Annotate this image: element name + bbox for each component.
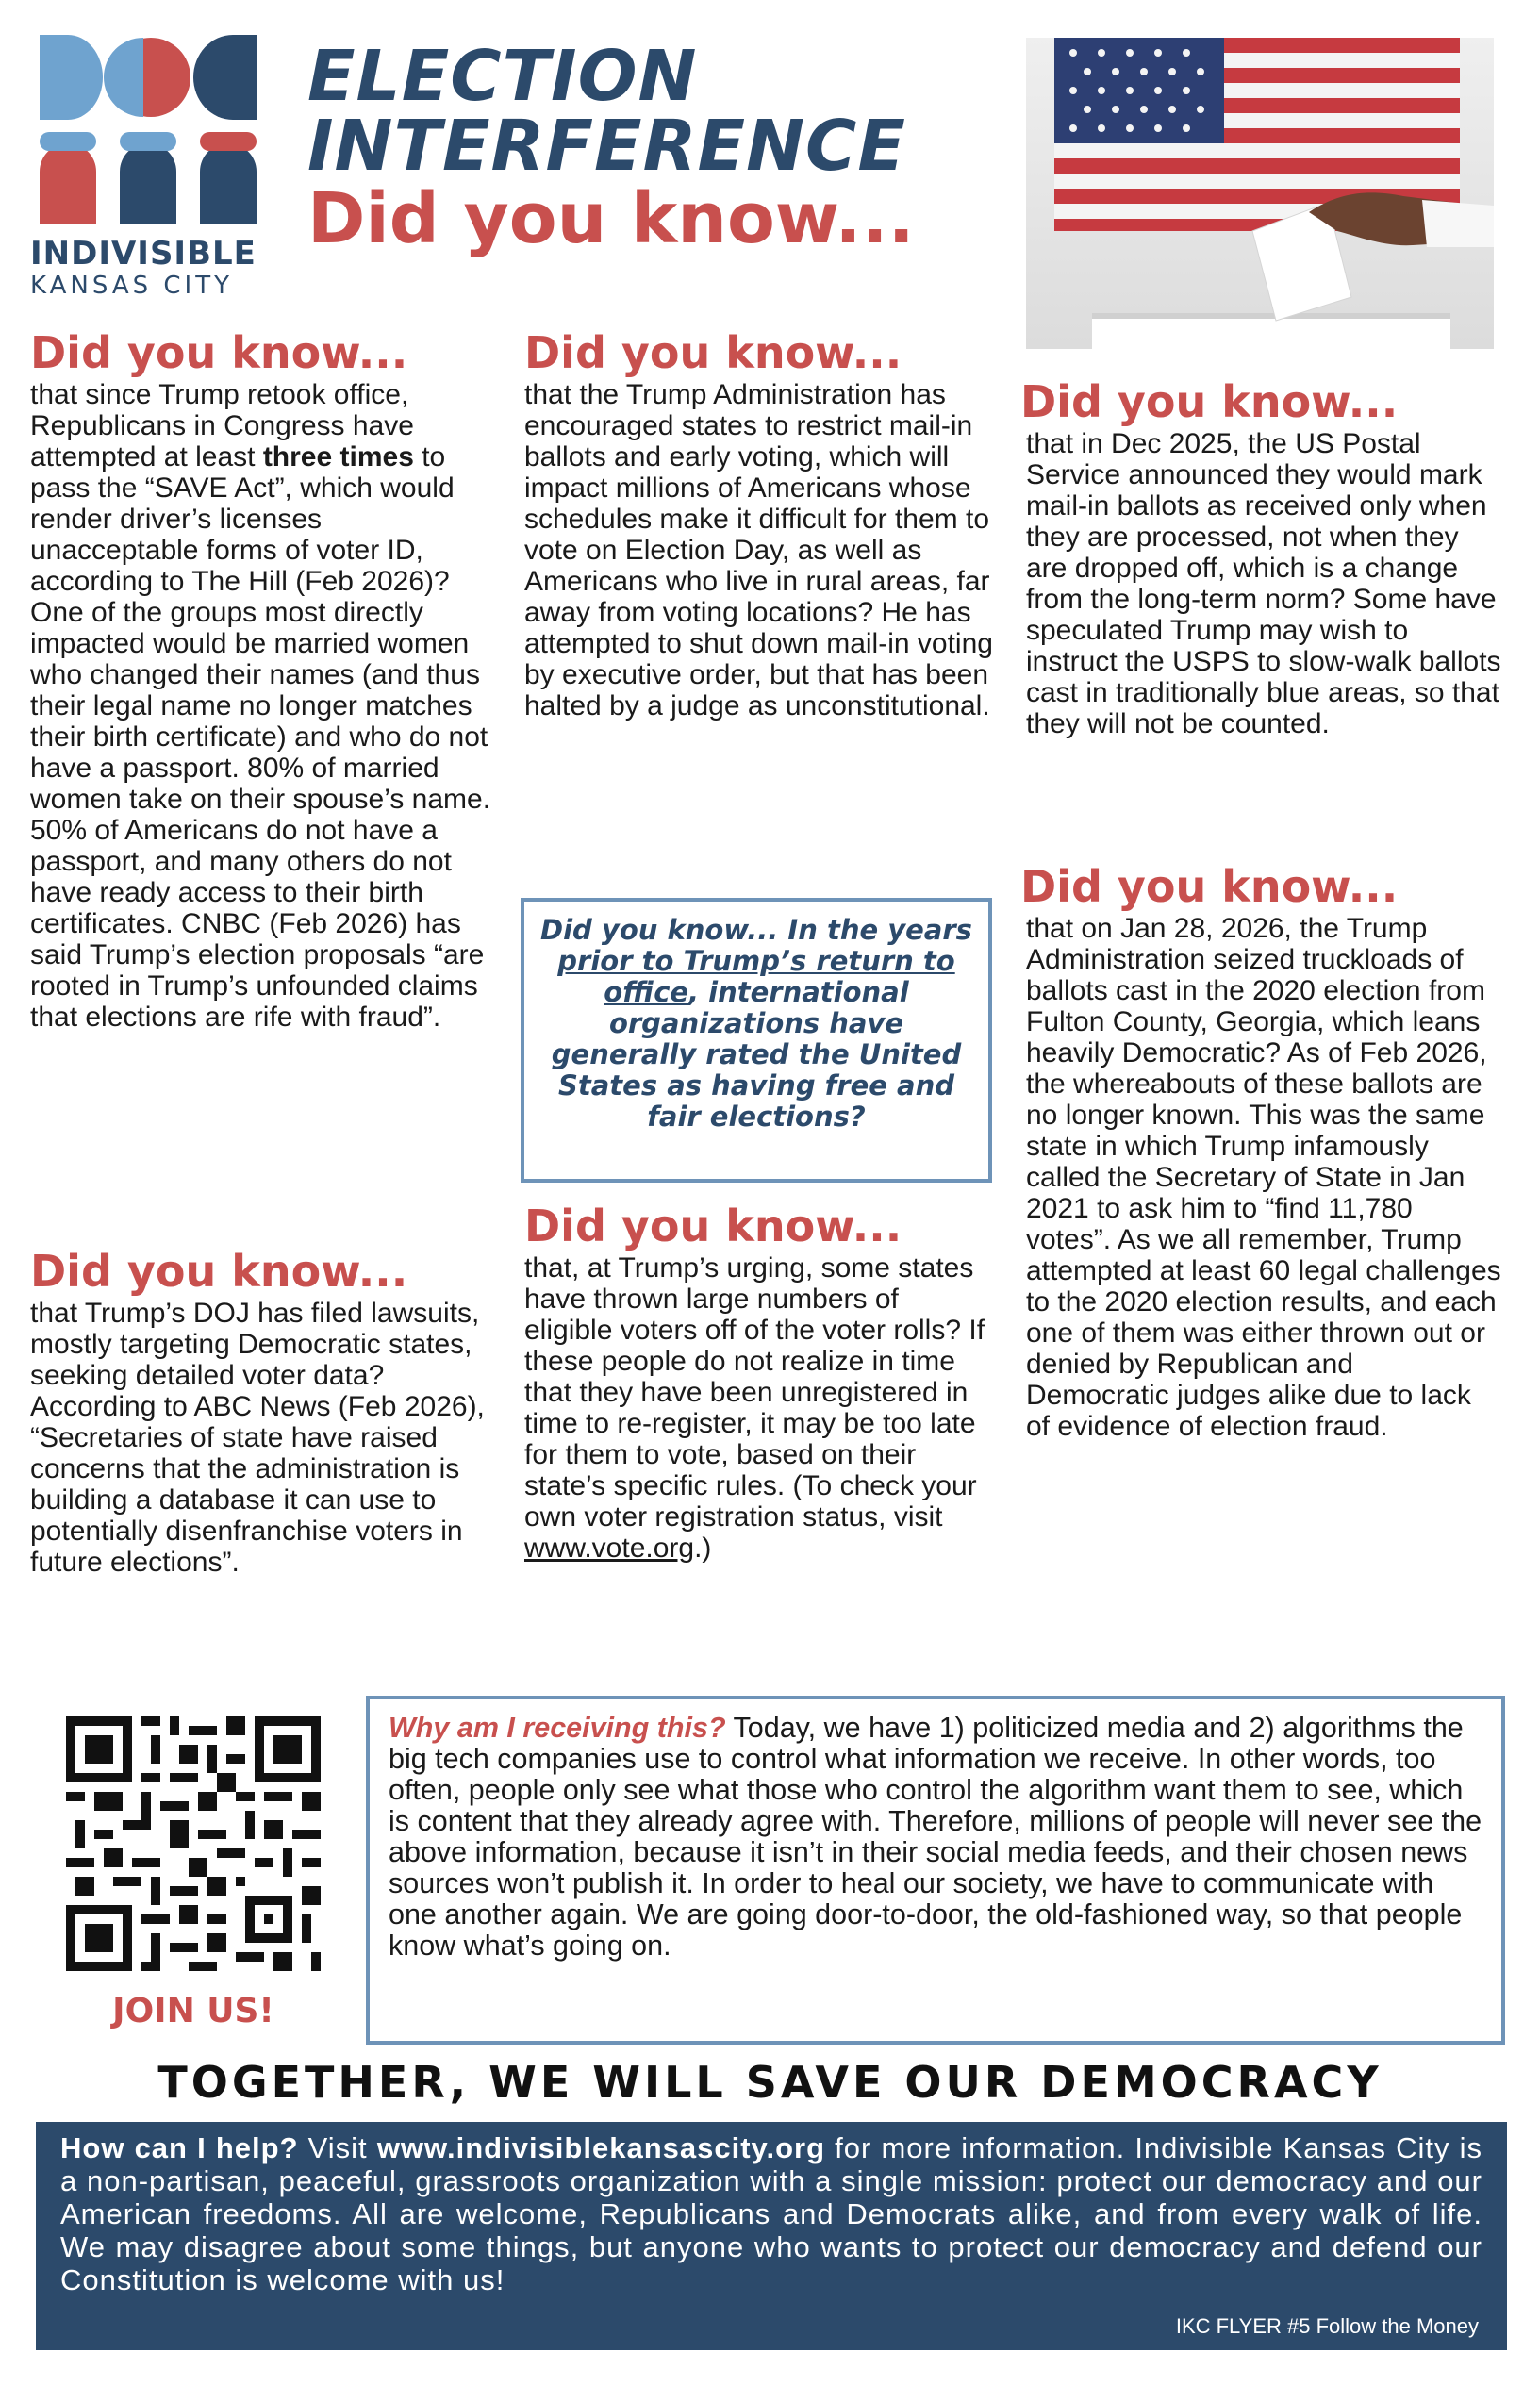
col1-heading-2: Did you know... — [30, 1246, 408, 1297]
brand-city: KANSAS CITY — [30, 272, 233, 300]
title-interference: INTERFERENCE — [307, 106, 906, 187]
col3-heading-2: Did you know... — [1020, 861, 1399, 912]
brand-name: INDIVISIBLE — [30, 235, 257, 273]
col2-heading-1: Did you know... — [524, 327, 902, 378]
callout-box — [521, 898, 992, 1183]
footer-banner — [36, 2122, 1507, 2350]
col3-heading-1: Did you know... — [1020, 376, 1399, 427]
qr-code-icon — [66, 1716, 321, 1971]
footer-text: How can I help? Visit www.indivisiblekansascity.org for more information. Indivisible Kansas City is a non-partisan, peaceful, grassroots organization with a single mission: protect our democracy and our American freedoms. All are welcome, Republicans and Democrats alike, and from every walk of life. We may disagree about some things, but anyone who wants to protect our democracy and defend our Constitution is welcome with us! — [60, 2131, 1483, 2296]
col1-heading-1: Did you know... — [30, 327, 408, 378]
col3-text-2: that on Jan 28, 2026, the Trump Administration seized truckloads of ballots cast in the 2020 election from Fulton County, Georgia, which leans heavily Democratic? As of Feb 2026, the whereabouts of these ballots are no longer known. This was the same state in which Trump infamously called the Secretary of State in Jan 2021 to ask him to “find 11,780 votes”. As we all remember, Trump attempted at least 60 legal challenges to the 2020 election results, and each one of them was either thrown out or denied by Republican and Democratic judges alike due to lack of evidence of election fraud. — [1026, 913, 1501, 1442]
title-election: ELECTION — [307, 36, 698, 117]
logo — [30, 30, 266, 300]
title-did-you-know: Did you know... — [307, 178, 915, 259]
col1-text-1: that since Trump retook office, Republicans in Congress have attempted at least three times to pass the “SAVE Act”, which would render driver’s licenses unacceptable forms of voter ID, according to The Hill (Feb 2026)? One of the groups most directly impacted would be married women who changed their names (and thus their legal name no longer matches their birth certificate) and who do not have a passport. 80% of married women take on their spouse’s name. 50% of Americans do not have a passport, and many others do not have ready access to their birth certificates. CNBC (Feb 2026) has said Trump’s election proposals “are rooted in Trump’s unfounded claims that elections are rife with fraud”. — [30, 379, 491, 1033]
ballot-box-icon — [1092, 313, 1450, 349]
col3-text-1: that in Dec 2025, the US Postal Service announced they would mark mail-in ballots as received only when they are processed, not when they are dropped off, which is a change from the long-term norm? Some have speculated Trump may wish to instruct the USPS to slow-walk ballots cast in traditionally blue areas, so that they will not be counted. — [1026, 428, 1501, 739]
join-us-label: JOIN US! — [112, 1992, 274, 2030]
why-box — [366, 1696, 1505, 2045]
col1-text-2: that Trump’s DOJ has filed lawsuits, mostly targeting Democratic states, seeking detailed voter data? According to ABC News (Feb 2026), “Secretaries of state have raised concerns that the administration is building a database it can use to potentially disenfranchise voters in future elections”. — [30, 1298, 485, 1578]
ballot-photo — [1026, 38, 1494, 349]
slogan: TOGETHER, WE WILL SAVE OUR DEMOCRACY — [157, 2057, 1383, 2108]
col2-text-2: that, at Trump’s urging, some states have thrown large numbers of eligible voters off of the voter rolls? If these people do not realize in time that they have been unregistered in time to re-register, it may be too late for them to vote, based on their state’s specific rules. (To check your own voter registration status, visit www.vote.org.) — [524, 1252, 985, 1564]
col2-heading-2: Did you know... — [524, 1201, 902, 1251]
flyer-tag: IKC FLYER #5 Follow the Money — [1175, 2314, 1479, 2338]
why-text: Why am I receiving this? Today, we have 1) politicized media and 2) algorithms the big tech companies use to control what information we receive. In other words, too often, people only see what those who control the algorithm want them to see, which is content that they already agree with. Therefore, millions of people will never see the above information, because it isn’t in their social media feeds, and their chosen news sources won’t publish it. In order to heal our society, we have to communicate with one another again. We are going door-to-door, the old-fashioned way, so that people know what’s going on. — [389, 1712, 1482, 1962]
footer-url[interactable]: www.indivisiblekansascity.org — [376, 2131, 826, 2164]
callout-text: Did you know... In the years prior to Trump’s return to office, international organizations have generally rated the United States as having free and fair elections? — [540, 914, 972, 1133]
qr-code[interactable] — [66, 1716, 321, 1971]
logo-mark-icon — [30, 30, 266, 228]
col2-text-1: that the Trump Administration has encouraged states to restrict mail-in ballots and early voting, which will impact millions of Americans whose schedules make it difficult for them to vote on Election Day, as well as Americans who live in rural areas, far away from voting locations? He has attempted to shut down mail-in voting by executive order, but that has been halted by a judge as unconstitutional. — [524, 379, 993, 721]
vote-org-link[interactable]: www.vote.org — [524, 1533, 695, 1564]
